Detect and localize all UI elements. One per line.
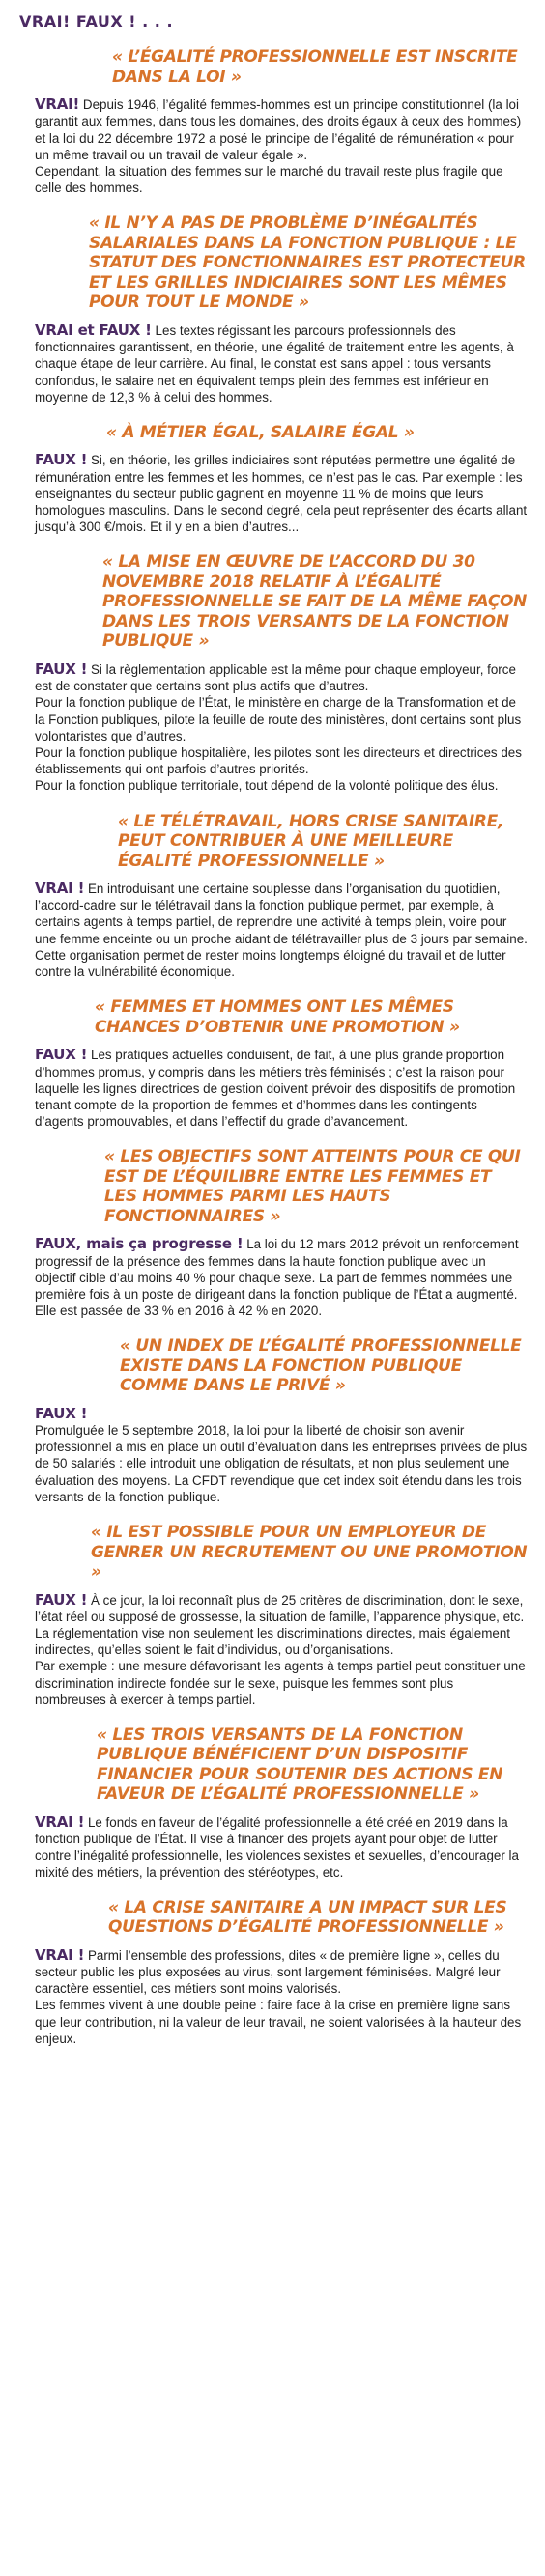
section-text: Si, en théorie, les grilles indiciaires sont réputées permettre une égalité de rémunération entre les femmes et les hommes, ce n’est pas le cas. Par exemple : les enseignantes du secteur public gagnent en moyenne 11 % de moins que leurs homologues masculins. Dans le second degré, cela peut représenter des écarts allant jusqu’à 300 €/mois. Et il y en a bien d’autres...: [35, 453, 528, 535]
section-2: [17, 213, 528, 406]
section-question: « IL N’Y A PAS DE PROBLÈME D’INÉGALITÉS SALARIALES DANS LA FONCTION PUBLIQUE : LE STATUT DES FONCTIONNAIRES EST PROTECTEUR ET LES GRILLES INDICIAIRES SONT LES MÊMES POUR TOUT LE MONDE »: [89, 213, 526, 313]
section-body: [35, 661, 528, 795]
section-text: La loi du 12 mars 2012 prévoit un renforcement progressif de la présence des femmes dans la haute fonction publique avec un objectif cible d’au moins 40 % pour chaque sexe. La part de femmes nommées une première fois à un poste de dirigeant dans la fonction publique de l’État a augmenté. Elle est passée de 33 % en 2016 à 42 % en 2020.: [35, 1237, 519, 1319]
section-text: Parmi l’ensemble des professions, dites « de première ligne », celles du secteur public les plus exposées au virus, sont largement féminisées. Malgré leur caractère essentiel, ces métiers sont moins valorisés. Les femmes vivent à une double peine : faire face à la crise en première ligne sans que leur contribution, ni la valeur de leur travail, ne soient valorisées à la hauteur des enjeux.: [35, 1947, 522, 2046]
section-question: « LES TROIS VERSANTS DE LA FONCTION PUBLIQUE BÉNÉFICIENT D’UN DISPOSITIF FINANCIER POUR SOUTENIR DES ACTIONS EN FAVEUR DE L’ÉGALITÉ PROFESSIONNELLE »: [97, 1724, 503, 1805]
section-6: [17, 997, 528, 1130]
verdict-label: FAUX !: [35, 659, 88, 678]
section-1: [17, 47, 528, 196]
section-text: Depuis 1946, l’égalité femmes-hommes est un principe constitutionnel (la loi garantit aux femmes, dans tous les domaines, des droits égaux à ceux des hommes) et la loi du 22 décembre 1972 a posé le principe de l’égalité de rémunération « pour un même travail ou un travail de valeur égale ». Cependant, la situation des femmes sur le marché du travail reste plus fragile que celle des hommes.: [35, 98, 522, 196]
verdict-label: FAUX !: [35, 1590, 88, 1609]
section-question: « IL EST POSSIBLE POUR UN EMPLOYEUR DE GENRER UN RECRUTEMENT OU UNE PROMOTION »: [91, 1523, 528, 1582]
section-10: [17, 1725, 528, 1881]
section-3: [17, 423, 528, 536]
section-text: Si la règlementation applicable est la même pour chaque employeur, force est de constater que certains sont plus actifs que d’autres. Pour la fonction publique de l’État, le ministère en charge de la Transformation et de la Fonction publiques, pilote la feuille de route des ministères, dont certains sont plus volontaristes que d’autres. Pour la fonction publique hospitalière, les pilotes sont les directeurs et directrices des établissements qui ont parfois d’autres priorités. Pour la fonction publique territoriale, tout dépend de la volonté politique des élus.: [35, 661, 522, 794]
verdict-label: VRAI et FAUX !: [35, 321, 152, 339]
section-4: [17, 552, 528, 794]
page-header: VRAI! FAUX ! . . .: [19, 13, 174, 31]
section-body: [35, 1592, 528, 1708]
section-question: « LES OBJECTIFS SONT ATTEINTS POUR CE QUI EST DE L’ÉQUILIBRE ENTRE LES FEMMES ET LES HOMMES PARMI LES HAUTS FONCTIONNAIRES »: [104, 1147, 521, 1226]
section-body: [35, 1947, 528, 2047]
section-question: « UN INDEX DE L’ÉGALITÉ PROFESSIONNELLE EXISTE DANS LA FONCTION PUBLIQUE COMME DANS LE PRIVÉ »: [120, 1336, 522, 1396]
section-body: [35, 97, 528, 196]
section-9: [17, 1523, 528, 1708]
section-5: [17, 812, 528, 981]
section-question: « LE TÉLÉTRAVAIL, HORS CRISE SANITAIRE, PEUT CONTRIBUER À UNE MEILLEURE ÉGALITÉ PROFESSIONNELLE »: [118, 811, 504, 871]
section-question: « LA CRISE SANITAIRE A UN IMPACT SUR LES QUESTIONS D’ÉGALITÉ PROFESSIONNELLE »: [108, 1897, 507, 1938]
section-text: Les pratiques actuelles conduisent, de fait, à une plus grande proportion d’hommes promus, y compris dans les métiers très féminisés ; c’est la raison pour laquelle les lignes directrices de gestion doivent prévoir des dispositifs de promotion tenant compte de la proportion de femmes et d’hommes dans les contingents d’agents promouvables, et dans l’effectif du grade d’avancement.: [35, 1048, 516, 1130]
verdict-label: VRAI !: [35, 880, 85, 898]
section-question: « LA MISE EN ŒUVRE DE L’ACCORD DU 30 NOVEMBRE 2018 RELATIF À L’ÉGALITÉ PROFESSIONNELLE SE FAIT DE LA MÊME FAÇON DANS LES TROIS VERSANTS DE LA FONCTION PUBLIQUE »: [102, 552, 528, 652]
verdict-label: FAUX !: [35, 1046, 88, 1064]
verdict-label: FAUX, mais ça progresse !: [35, 1235, 244, 1253]
section-body: [35, 322, 528, 406]
verdict-label: FAUX !: [35, 1404, 88, 1422]
section-text: Promulguée le 5 septembre 2018, la loi pour la liberté de choisir son avenir professionnel a mis en place un outil d’évaluation dans les entreprises privées de plus de 50 salariés : elle introduit une obligation de résultats, et non plus seulement une évaluation des moyens. La CFDT revendique que cet index soit étendu dans les trois versants de la fonction publique.: [35, 1423, 528, 1504]
section-body: [35, 881, 528, 980]
section-text: En introduisant une certaine souplesse dans l’organisation du quotidien, l’accord-cadre sur le télétravail dans la fonction publique permet, par exemple, à certains agents à temps partiel, de reprendre une activité à temps plein, voire pour une femme enceinte ou un proche aidant de télétravailler plus de 3 jours par semaine. Cette organisation permet de rester moins longtemps éloigné du travail et de lutter contre la vulnérabilité économique.: [35, 882, 528, 980]
section-question: « L’ÉGALITÉ PROFESSIONNELLE EST INSCRITE DANS LA LOI »: [112, 47, 518, 87]
section-11: [17, 1898, 528, 2047]
verdict-label: VRAI!: [35, 96, 80, 114]
verdict-label: VRAI !: [35, 1812, 85, 1831]
section-body: [35, 452, 528, 535]
verdict-label: FAUX !: [35, 451, 88, 469]
section-text: À ce jour, la loi reconnaît plus de 25 critères de discrimination, dont le sexe, l’état réel ou supposé de grossesse, la situation de famille, l’apparence physique, etc. La réglementation vise non seulement les discriminations directes, mais également indirectes, qu’elles soient le fait d’individus, ou d’organisations. Par exemple : une mesure défavorisant les agents à temps partiel peut constituer une discrimination indirecte fondée sur le sexe, puisque les femmes sont plus nombreuses à exercer à temps partiel.: [35, 1592, 526, 1707]
section-body: [35, 1047, 528, 1130]
section-8: [17, 1336, 528, 1505]
section-question: « À MÉTIER ÉGAL, SALAIRE ÉGAL »: [106, 422, 415, 442]
section-body: [35, 1236, 528, 1319]
section-text: Le fonds en faveur de l’égalité professionnelle a été créé en 2019 dans la fonction publique de l’État. Il vise à financer des projets ayant pour objet de lutter contre l’inégalité professionnelle, les violences sexistes et sexuelles, d’encourager la mixité des métiers, la prévention des stéréotypes, etc.: [35, 1814, 519, 1880]
section-7: [17, 1147, 528, 1319]
section-question: « FEMMES ET HOMMES ONT LES MÊMES CHANCES D’OBTENIR UNE PROMOTION »: [95, 997, 460, 1037]
section-body: [35, 1814, 528, 1881]
section-text: Les textes régissant les parcours professionnels des fonctionnaires garantissent, en théorie, une égalité de traitement entre les agents, à chaque étape de leur carrière. Au final, le constat est sans appel : tous versants confondus, le salaire net en équivalent temps plein des femmes est inférieur en moyenne de 12,3 % à celui des hommes.: [35, 322, 514, 405]
verdict-label: VRAI !: [35, 1946, 85, 1964]
